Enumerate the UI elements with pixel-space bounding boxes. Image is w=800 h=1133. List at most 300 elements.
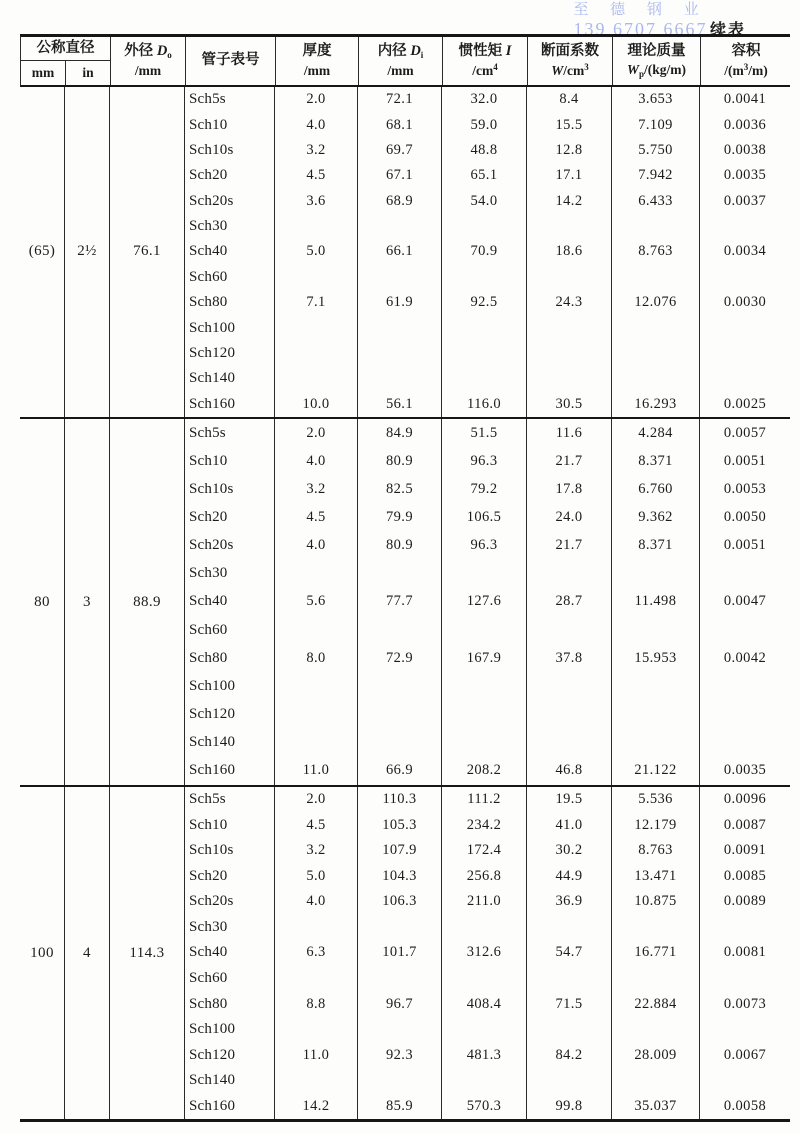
volume-value: 0.0067 xyxy=(723,1046,767,1063)
section-modulus-value xyxy=(527,1068,612,1094)
thickness-value: 4.0 xyxy=(275,889,358,915)
section-modulus-value xyxy=(527,315,612,340)
thickness-value xyxy=(275,701,358,729)
moment-of-inertia-value: 167.9 xyxy=(442,644,527,672)
theoretical-mass-value: 6.760 xyxy=(612,475,700,503)
theoretical-mass-value: 16.293 xyxy=(612,392,700,417)
outer-diameter-value: 88.9 xyxy=(110,419,185,785)
section-modulus-value: 17.8 xyxy=(527,475,612,503)
moment-of-inertia-value xyxy=(442,265,527,290)
schedule-label: Sch80 xyxy=(185,991,275,1017)
section-modulus-value: 18.6 xyxy=(527,239,612,264)
volume-value: 0.0058 xyxy=(723,1097,767,1114)
section-modulus-value: 37.8 xyxy=(527,644,612,672)
section-modulus-value: 17.1 xyxy=(527,163,612,188)
header-section-modulus-label: 断面系数 xyxy=(541,42,599,59)
moment-of-inertia-value: 211.0 xyxy=(442,889,527,915)
thickness-value: 5.0 xyxy=(275,864,358,890)
thickness-value xyxy=(275,729,358,757)
volume-value: 0.0051 xyxy=(723,452,767,469)
inner-diameter-value: 101.7 xyxy=(358,940,442,966)
inner-diameter-value: 104.3 xyxy=(358,864,442,890)
moment-of-inertia-value xyxy=(442,1068,527,1094)
moment-of-inertia-value: 408.4 xyxy=(442,991,527,1017)
theoretical-mass-value: 28.009 xyxy=(612,1042,700,1068)
thickness-value: 2.0 xyxy=(275,419,358,447)
theoretical-mass-value: 16.771 xyxy=(612,940,700,966)
moment-of-inertia-value: 127.6 xyxy=(442,588,527,616)
header-outer-diameter xyxy=(111,37,186,85)
thickness-value: 4.0 xyxy=(275,532,358,560)
thickness-value: 4.0 xyxy=(275,112,358,137)
schedule-label: Sch30 xyxy=(185,560,275,588)
volume-value: 0.0053 xyxy=(723,480,767,497)
inner-diameter-value xyxy=(358,1017,442,1043)
thickness-value: 3.6 xyxy=(275,189,358,214)
volume-value: 0.0036 xyxy=(723,116,767,133)
moment-of-inertia-value: 48.8 xyxy=(442,138,527,163)
moment-of-inertia-value xyxy=(442,366,527,391)
moment-of-inertia-value: 79.2 xyxy=(442,475,527,503)
volume-value: 0.0050 xyxy=(723,509,767,526)
header-inner-diameter xyxy=(359,37,443,85)
header-schedule xyxy=(186,37,276,85)
section-modulus-value xyxy=(527,214,612,239)
theoretical-mass-value xyxy=(612,729,700,757)
section-modulus-value xyxy=(527,672,612,700)
inner-diameter-value xyxy=(358,966,442,992)
thickness-value: 3.2 xyxy=(275,138,358,163)
outer-diameter-value: 114.3 xyxy=(110,787,185,1119)
schedule-label: Sch20 xyxy=(185,163,275,188)
volume-value: 0.0025 xyxy=(723,395,767,412)
thickness-value xyxy=(275,1068,358,1094)
inner-diameter-value xyxy=(358,616,442,644)
inner-diameter-value: 68.9 xyxy=(358,189,442,214)
thickness-value: 7.1 xyxy=(275,290,358,315)
schedule-label: Sch20 xyxy=(185,503,275,531)
volume-value: 0.0038 xyxy=(723,141,767,158)
volume-value xyxy=(700,672,790,700)
volume-value: 0.0030 xyxy=(723,294,767,311)
inner-diameter-value: 96.7 xyxy=(358,991,442,1017)
theoretical-mass-value: 22.884 xyxy=(612,991,700,1017)
schedule-label: Sch20s xyxy=(185,889,275,915)
theoretical-mass-value: 8.371 xyxy=(612,447,700,475)
volume-value: 0.0041 xyxy=(723,91,767,108)
section-modulus-value: 99.8 xyxy=(527,1093,612,1119)
theoretical-mass-value xyxy=(612,966,700,992)
volume-value: 0.0034 xyxy=(723,243,767,260)
header-volume-label: 容积 xyxy=(731,42,761,59)
volume-value: 0.0096 xyxy=(723,791,767,808)
volume-value xyxy=(700,616,790,644)
moment-of-inertia-value: 51.5 xyxy=(442,419,527,447)
section-modulus-value: 8.4 xyxy=(527,87,612,112)
schedule-label: Sch80 xyxy=(185,290,275,315)
moment-of-inertia-value: 116.0 xyxy=(442,392,527,417)
section-modulus-value: 54.7 xyxy=(527,940,612,966)
thickness-value xyxy=(275,915,358,941)
theoretical-mass-value xyxy=(612,672,700,700)
theoretical-mass-value: 7.942 xyxy=(612,163,700,188)
section-modulus-value: 30.5 xyxy=(527,392,612,417)
volume-value: 0.0037 xyxy=(723,192,767,209)
volume-value: 0.0047 xyxy=(723,593,767,610)
schedule-label: Sch160 xyxy=(185,392,275,417)
section-modulus-value: 84.2 xyxy=(527,1042,612,1068)
inner-diameter-value: 66.1 xyxy=(358,239,442,264)
thickness-value: 5.0 xyxy=(275,239,358,264)
inner-diameter-value: 80.9 xyxy=(358,532,442,560)
schedule-label: Sch120 xyxy=(185,701,275,729)
moment-of-inertia-value xyxy=(442,560,527,588)
schedule-label: Sch120 xyxy=(185,341,275,366)
theoretical-mass-value: 21.122 xyxy=(612,757,700,785)
schedule-label: Sch40 xyxy=(185,588,275,616)
schedule-label: Sch100 xyxy=(185,315,275,340)
moment-of-inertia-value: 481.3 xyxy=(442,1042,527,1068)
theoretical-mass-value: 15.953 xyxy=(612,644,700,672)
outer-diameter-value: 76.1 xyxy=(110,87,185,417)
volume-value: 0.0035 xyxy=(723,167,767,184)
header-moment-of-inertia-unit: $/cm^4$ xyxy=(472,62,498,79)
schedule-label: Sch10 xyxy=(185,112,275,137)
inner-diameter-value: 67.1 xyxy=(358,163,442,188)
moment-of-inertia-value: 96.3 xyxy=(442,447,527,475)
section-modulus-value: 28.7 xyxy=(527,588,612,616)
inner-diameter-value xyxy=(358,341,442,366)
theoretical-mass-value: 3.653 xyxy=(612,87,700,112)
thickness-value: 2.0 xyxy=(275,787,358,813)
volume-value: 0.0057 xyxy=(723,424,767,441)
thickness-value: 11.0 xyxy=(275,1042,358,1068)
moment-of-inertia-value: 111.2 xyxy=(442,787,527,813)
thickness-value xyxy=(275,341,358,366)
moment-of-inertia-value: 172.4 xyxy=(442,838,527,864)
section-modulus-value: 30.2 xyxy=(527,838,612,864)
volume-value xyxy=(700,315,790,340)
header-nominal-diameter xyxy=(21,37,111,61)
inner-diameter-value: 82.5 xyxy=(358,475,442,503)
inner-diameter-value: 56.1 xyxy=(358,392,442,417)
nominal-diameter-mm-value: (65) xyxy=(20,87,65,417)
moment-of-inertia-value xyxy=(442,966,527,992)
inner-diameter-value: 80.9 xyxy=(358,447,442,475)
moment-of-inertia-value xyxy=(442,729,527,757)
watermark-phone: 139 6707 6667 xyxy=(573,19,708,40)
inner-diameter-value xyxy=(358,915,442,941)
schedule-label: Sch30 xyxy=(185,214,275,239)
schedule-label: Sch20s xyxy=(185,532,275,560)
theoretical-mass-value xyxy=(612,265,700,290)
thickness-value: 4.0 xyxy=(275,447,358,475)
section-modulus-value: 21.7 xyxy=(527,532,612,560)
theoretical-mass-value: 12.076 xyxy=(612,290,700,315)
inner-diameter-value: 79.9 xyxy=(358,503,442,531)
schedule-label: Sch140 xyxy=(185,729,275,757)
theoretical-mass-value: 8.371 xyxy=(612,532,700,560)
volume-value xyxy=(700,966,790,992)
moment-of-inertia-value: 570.3 xyxy=(442,1093,527,1119)
schedule-label: Sch20s xyxy=(185,189,275,214)
header-outer-diameter-label: 外径 $D_o$ xyxy=(124,43,172,61)
section-modulus-value: 71.5 xyxy=(527,991,612,1017)
inner-diameter-value: 69.7 xyxy=(358,138,442,163)
volume-value: 0.0089 xyxy=(723,893,767,910)
moment-of-inertia-value xyxy=(442,701,527,729)
theoretical-mass-value: 4.284 xyxy=(612,419,700,447)
header-schedule-label: 管子表号 xyxy=(201,52,260,69)
theoretical-mass-value: 8.763 xyxy=(612,838,700,864)
thickness-value: 10.0 xyxy=(275,392,358,417)
section-modulus-value: 46.8 xyxy=(527,757,612,785)
moment-of-inertia-value: 32.0 xyxy=(442,87,527,112)
volume-value xyxy=(700,915,790,941)
moment-of-inertia-value: 312.6 xyxy=(442,940,527,966)
thickness-value: 8.0 xyxy=(275,644,358,672)
inner-diameter-value: 110.3 xyxy=(358,787,442,813)
section-modulus-value xyxy=(527,341,612,366)
section-modulus-value: 41.0 xyxy=(527,813,612,839)
inner-diameter-value xyxy=(358,315,442,340)
thickness-value xyxy=(275,560,358,588)
schedule-label: Sch30 xyxy=(185,915,275,941)
moment-of-inertia-value: 59.0 xyxy=(442,112,527,137)
section-modulus-value: 14.2 xyxy=(527,189,612,214)
header-nominal-diameter-label: 公称直径 xyxy=(36,39,95,56)
section-modulus-value xyxy=(527,265,612,290)
watermark-company: 至 德 钢 业 xyxy=(573,2,708,18)
inner-diameter-value xyxy=(358,701,442,729)
volume-value: 0.0091 xyxy=(723,842,767,859)
moment-of-inertia-value: 54.0 xyxy=(442,189,527,214)
schedule-label: Sch60 xyxy=(185,966,275,992)
thickness-value xyxy=(275,265,358,290)
inner-diameter-value xyxy=(358,265,442,290)
thickness-value xyxy=(275,1017,358,1043)
header-moment-of-inertia-label: 惯性矩 I xyxy=(458,42,512,59)
volume-value: 0.0085 xyxy=(723,867,767,884)
header-thickness-unit: /mm xyxy=(303,62,331,78)
theoretical-mass-value xyxy=(612,1068,700,1094)
inner-diameter-value: 61.9 xyxy=(358,290,442,315)
schedule-label: Sch60 xyxy=(185,616,275,644)
header-section-modulus-unit: $W/cm^3$ xyxy=(551,62,589,79)
volume-value xyxy=(700,560,790,588)
header-outer-diameter-unit: /mm xyxy=(134,62,162,78)
theoretical-mass-value: 12.179 xyxy=(612,813,700,839)
theoretical-mass-value: 6.433 xyxy=(612,189,700,214)
schedule-label: Sch60 xyxy=(185,265,275,290)
continued-table-label: 续表 xyxy=(710,22,747,39)
schedule-label: Sch160 xyxy=(185,757,275,785)
nominal-diameter-in-value: 4 xyxy=(65,787,110,1119)
thickness-value: 5.6 xyxy=(275,588,358,616)
section-modulus-value xyxy=(527,966,612,992)
theoretical-mass-value: 8.763 xyxy=(612,239,700,264)
section-modulus-value: 21.7 xyxy=(527,447,612,475)
theoretical-mass-value xyxy=(612,366,700,391)
section-modulus-value: 24.3 xyxy=(527,290,612,315)
moment-of-inertia-value: 106.5 xyxy=(442,503,527,531)
theoretical-mass-value xyxy=(612,315,700,340)
volume-value: 0.0087 xyxy=(723,816,767,833)
schedule-label: Sch10 xyxy=(185,813,275,839)
section-modulus-value: 11.6 xyxy=(527,419,612,447)
thickness-value: 6.3 xyxy=(275,940,358,966)
inner-diameter-value: 66.9 xyxy=(358,757,442,785)
inner-diameter-value xyxy=(358,672,442,700)
thickness-value: 4.5 xyxy=(275,503,358,531)
theoretical-mass-value: 5.750 xyxy=(612,138,700,163)
section-modulus-value xyxy=(527,560,612,588)
inner-diameter-value: 77.7 xyxy=(358,588,442,616)
size-block-3 xyxy=(20,785,790,1119)
schedule-label: Sch20 xyxy=(185,864,275,890)
section-modulus-value: 15.5 xyxy=(527,112,612,137)
schedule-label: Sch100 xyxy=(185,672,275,700)
volume-value: 0.0042 xyxy=(723,649,767,666)
theoretical-mass-value xyxy=(612,560,700,588)
volume-value xyxy=(700,1068,790,1094)
schedule-label: Sch140 xyxy=(185,1068,275,1094)
schedule-label: Sch10s xyxy=(185,138,275,163)
inner-diameter-value xyxy=(358,1068,442,1094)
moment-of-inertia-value: 65.1 xyxy=(442,163,527,188)
theoretical-mass-value xyxy=(612,915,700,941)
header-theoretical-mass xyxy=(613,37,701,85)
section-modulus-value: 44.9 xyxy=(527,864,612,890)
moment-of-inertia-value: 92.5 xyxy=(442,290,527,315)
section-modulus-value xyxy=(527,616,612,644)
schedule-label: Sch80 xyxy=(185,644,275,672)
thickness-value: 8.8 xyxy=(275,991,358,1017)
header-nominal-in xyxy=(66,61,111,85)
moment-of-inertia-value: 70.9 xyxy=(442,239,527,264)
thickness-value xyxy=(275,315,358,340)
header-thickness xyxy=(276,37,359,85)
schedule-label: Sch5s xyxy=(185,87,275,112)
theoretical-mass-value: 11.498 xyxy=(612,588,700,616)
thickness-value xyxy=(275,616,358,644)
header-nominal-in-label: in xyxy=(82,64,94,80)
volume-value xyxy=(700,1017,790,1043)
schedule-label: Sch5s xyxy=(185,419,275,447)
schedule-label: Sch40 xyxy=(185,239,275,264)
theoretical-mass-value: 9.362 xyxy=(612,503,700,531)
header-thickness-label: 厚度 xyxy=(302,43,332,60)
header-moment-of-inertia xyxy=(443,37,528,85)
moment-of-inertia-value xyxy=(442,214,527,239)
header-theoretical-mass-unit: $W_p/(kg/m)$ xyxy=(626,62,687,80)
nominal-diameter-in-value: 2½ xyxy=(65,87,110,417)
theoretical-mass-value: 35.037 xyxy=(612,1093,700,1119)
theoretical-mass-value: 13.471 xyxy=(612,864,700,890)
section-modulus-value: 24.0 xyxy=(527,503,612,531)
theoretical-mass-value: 10.875 xyxy=(612,889,700,915)
moment-of-inertia-value: 96.3 xyxy=(442,532,527,560)
section-modulus-value xyxy=(527,1017,612,1043)
thickness-value: 4.5 xyxy=(275,163,358,188)
header-section-modulus xyxy=(528,37,613,85)
moment-of-inertia-value: 256.8 xyxy=(442,864,527,890)
moment-of-inertia-value: 208.2 xyxy=(442,757,527,785)
schedule-label: Sch140 xyxy=(185,366,275,391)
thickness-value xyxy=(275,966,358,992)
volume-value xyxy=(700,701,790,729)
inner-diameter-value: 105.3 xyxy=(358,813,442,839)
theoretical-mass-value xyxy=(612,1017,700,1043)
table-header xyxy=(20,34,790,87)
volume-value xyxy=(700,341,790,366)
thickness-value: 11.0 xyxy=(275,757,358,785)
thickness-value: 14.2 xyxy=(275,1093,358,1119)
inner-diameter-value: 72.1 xyxy=(358,87,442,112)
schedule-label: Sch10 xyxy=(185,447,275,475)
moment-of-inertia-value xyxy=(442,915,527,941)
section-modulus-value xyxy=(527,701,612,729)
schedule-label: Sch160 xyxy=(185,1093,275,1119)
header-inner-diameter-unit: /mm xyxy=(387,62,414,78)
schedule-label: Sch10s xyxy=(185,475,275,503)
thickness-value xyxy=(275,214,358,239)
inner-diameter-value xyxy=(358,729,442,757)
table-body xyxy=(20,87,790,1122)
volume-value: 0.0081 xyxy=(723,944,767,961)
theoretical-mass-value xyxy=(612,616,700,644)
section-modulus-value xyxy=(527,915,612,941)
schedule-label: Sch40 xyxy=(185,940,275,966)
nominal-diameter-mm-value: 80 xyxy=(20,419,65,785)
thickness-value: 3.2 xyxy=(275,475,358,503)
inner-diameter-value: 85.9 xyxy=(358,1093,442,1119)
thickness-value xyxy=(275,366,358,391)
header-nominal-mm xyxy=(21,61,66,85)
section-modulus-value: 19.5 xyxy=(527,787,612,813)
nominal-diameter-in-value: 3 xyxy=(65,419,110,785)
thickness-value: 4.5 xyxy=(275,813,358,839)
header-nominal-mm-label: mm xyxy=(31,64,55,80)
size-block-1 xyxy=(20,87,790,417)
volume-value: 0.0035 xyxy=(723,762,767,779)
size-block-2 xyxy=(20,417,790,785)
moment-of-inertia-value xyxy=(442,341,527,366)
header-inner-diameter-label: 内径 $D_i$ xyxy=(377,43,424,61)
volume-value xyxy=(700,265,790,290)
thickness-value: 2.0 xyxy=(275,87,358,112)
inner-diameter-value xyxy=(358,366,442,391)
volume-value: 0.0073 xyxy=(723,995,767,1012)
header-volume xyxy=(701,37,791,85)
inner-diameter-value: 68.1 xyxy=(358,112,442,137)
moment-of-inertia-value xyxy=(442,1017,527,1043)
pipe-dimensions-table xyxy=(20,34,790,1122)
theoretical-mass-value xyxy=(612,214,700,239)
header-theoretical-mass-label: 理论质量 xyxy=(627,42,686,59)
thickness-value: 3.2 xyxy=(275,838,358,864)
inner-diameter-value: 84.9 xyxy=(358,419,442,447)
moment-of-inertia-value xyxy=(442,616,527,644)
volume-value xyxy=(700,214,790,239)
volume-value xyxy=(700,729,790,757)
inner-diameter-value xyxy=(358,560,442,588)
schedule-label: Sch10s xyxy=(185,838,275,864)
theoretical-mass-value xyxy=(612,701,700,729)
theoretical-mass-value: 5.536 xyxy=(612,787,700,813)
section-modulus-value xyxy=(527,729,612,757)
section-modulus-value: 36.9 xyxy=(527,889,612,915)
